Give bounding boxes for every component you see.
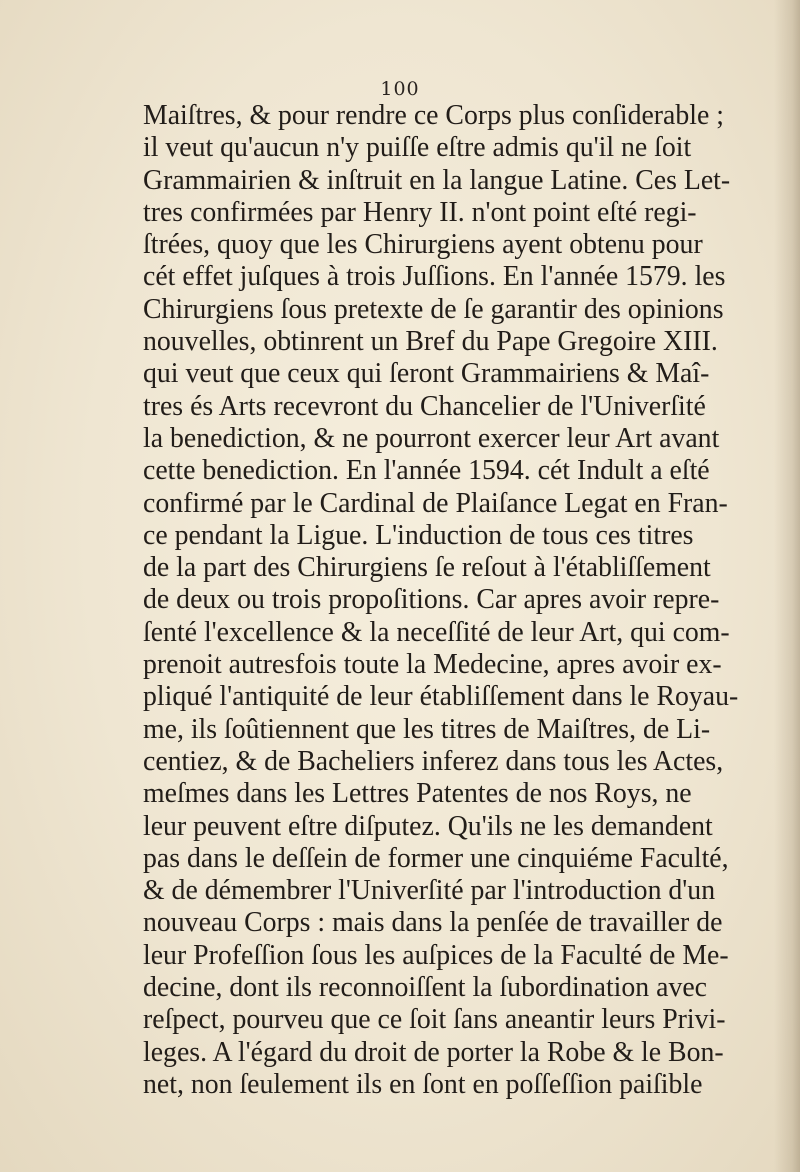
text-line: ce pendant la Ligue. L'induction de tous ces titres (143, 519, 694, 551)
text-line: cét effet juſques à trois Juſſions. En l'année 1579. les (143, 261, 726, 293)
text-line: tres confirmées par Henry II. n'ont point eſté regi- (143, 196, 697, 228)
text-line: de la part des Chirurgiens ſe reſout à l'établiſſement (143, 552, 711, 584)
text-line: leur peuvent eſtre diſputez. Qu'ils ne les demandent (143, 810, 713, 842)
text-line: & de démembrer l'Univerſité par l'introduction d'un (143, 875, 716, 907)
text-line: me, ils ſoûtiennent que les titres de Maiſtres, de Li- (143, 713, 711, 745)
text-line: decine, dont ils reconnoiſſent la ſubordination avec (143, 972, 708, 1004)
text-line: nouvelles, obtinrent un Bref du Pape Gregoire XIII. (143, 326, 718, 358)
text-line: leges. A l'égard du droit de porter la Robe & le Bon- (143, 1036, 724, 1068)
text-line: centiez, & de Bacheliers inferez dans tous les Actes, (143, 745, 724, 777)
text-line: confirmé par le Cardinal de Plaiſance Legat en Fran- (143, 487, 728, 519)
text-line: reſpect, pourveu que ce ſoit ſans aneantir leurs Privi- (143, 1004, 726, 1036)
text-line: Maiſtres, & pour rendre ce Corps plus conſiderable ; (143, 100, 724, 131)
text-line: il veut qu'aucun n'y puiſſe eſtre admis qu'il ne ſoit (143, 132, 692, 164)
page-number: 100 (380, 78, 420, 100)
text-line: de deux ou trois propoſitions. Car apres avoir repre- (143, 584, 720, 616)
text-line: pliqué l'antiquité de leur établiſſement dans le Royau- (143, 681, 739, 713)
text-line: pas dans le deſſein de former une cinquiéme Faculté, (143, 842, 729, 874)
text-line: net, non ſeulement ils en ſont en poſſeſſion paiſible (143, 1068, 703, 1100)
text-line: prenoit autresfois toute la Medecine, apres avoir ex- (143, 649, 722, 681)
text-line: qui veut que ceux qui ſeront Grammairiens & Maî- (143, 358, 710, 390)
text-line: nouveau Corps : mais dans la penſée de travailler de (143, 907, 723, 939)
text-line: ſtrées, quoy que les Chirurgiens ayent obtenu pour (143, 229, 703, 261)
text-line: Chirurgiens ſous pretexte de ſe garantir des opinions (143, 293, 724, 325)
text-line: tres és Arts recevront du Chancelier de l'Univerſité (143, 390, 706, 422)
text-line: cette benediction. En l'année 1594. cét Indult a eſté (143, 455, 710, 487)
text-line: la benediction, & ne pourront exercer leur Art avant (143, 422, 720, 454)
text-line: ſenté l'excellence & la neceſſité de leur Art, qui com- (143, 616, 730, 648)
text-line: meſmes dans les Lettres Patentes de nos Roys, ne (143, 778, 692, 810)
text-line: Grammairien & inſtruit en la langue Latine. Ces Let- (143, 164, 731, 196)
text-line: leur Profeſſion ſous les auſpices de la Faculté de Me- (143, 939, 729, 971)
body-text (143, 100, 793, 1101)
